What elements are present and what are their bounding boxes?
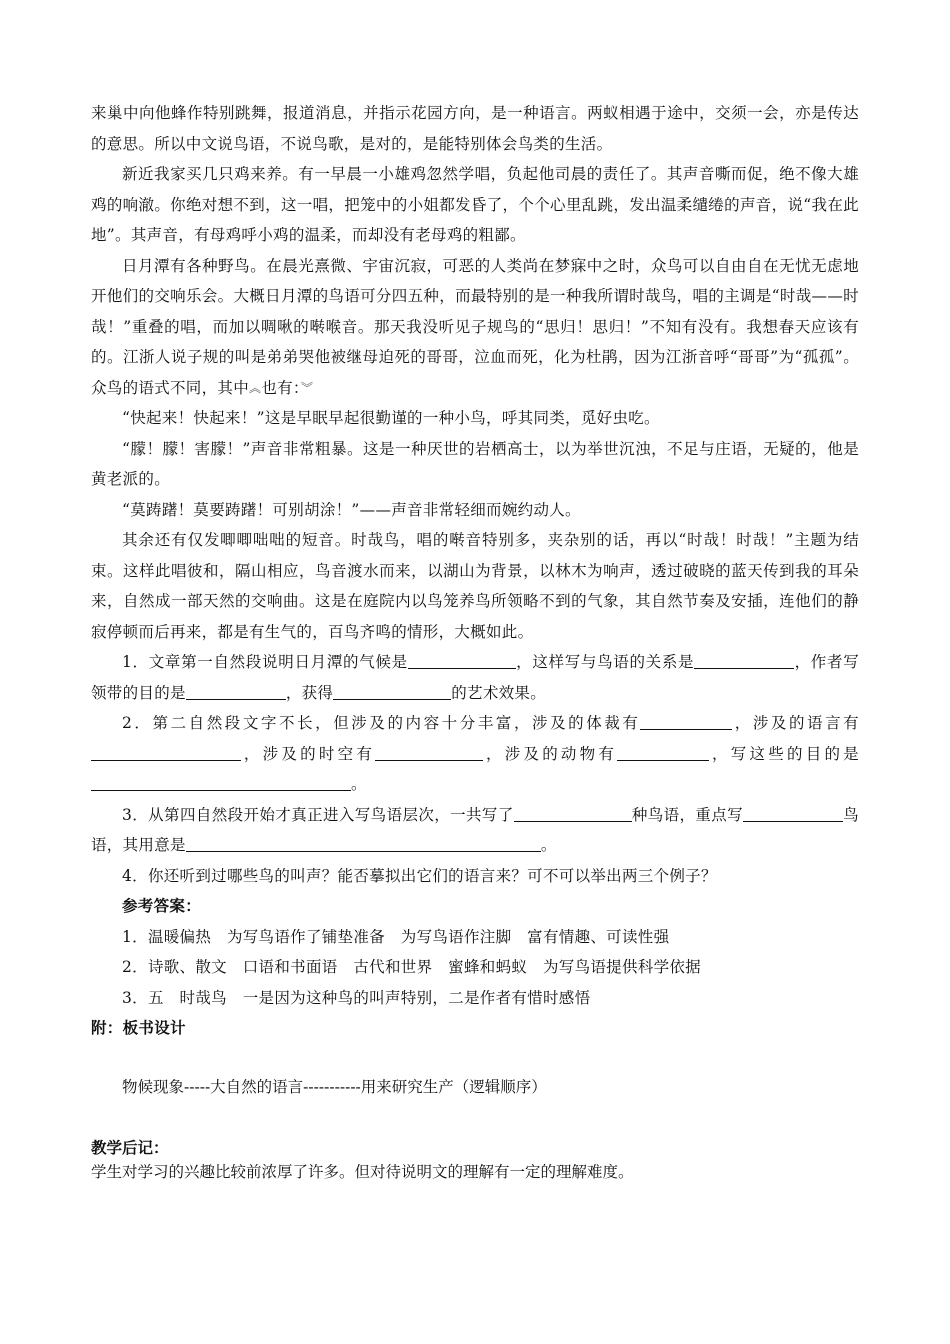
answer-blank (375, 744, 483, 761)
question-3 (91, 800, 859, 861)
answer-1: 1．温暖偏热 为写鸟语作了铺垫准备 为写鸟语作注脚 富有情趣、可读性强 (122, 927, 670, 946)
board-design-heading: 附：板书设计 (91, 1018, 186, 1037)
question-2-text-d: ，涉及的动物有 (483, 744, 618, 763)
answer-blank (694, 652, 794, 669)
answer-blank (640, 713, 732, 730)
answer-blank (186, 835, 541, 852)
question-3-text-c: 鸟语，其用意是 (91, 805, 859, 854)
answer-blank (617, 744, 709, 761)
double-chevron-up-icon: ︽ (249, 380, 262, 395)
answer-blank (91, 744, 241, 761)
paragraph-3-text: 日月潭有各种野鸟。在晨光熹微、宇宙沉寂，可恶的人类尚在梦寐中之时，众鸟可以自由自在无忧无虑地开他们的交响乐会。大概日月潭的鸟语可分四五种，而最特别的是一种我所谓时哉鸟，唱的主调是“时哉——时哉！”重叠的唱，而加以啁啾的啭喉音。那天我没听见子规鸟的“思归！思归！”不知有没有。我想春天应该有的。江浙人说子规的叫是弟弟哭他被继母迫死的哥哥，泣血而死，化为杜鹃，因为江浙音呼“哥哥”为“孤孤”。众鸟的语式不同，其中 (91, 256, 859, 397)
paragraph-7: 其余还有仅发唧唧咄咄的短音。时哉鸟，唱的啭音特别多，夹杂别的话，再以“时哉！时哉！”主题为结束。这样此唱彼和，隔山相应，鸟音渡水而来，以湖山为背景，以林木为响声，透过破晓的蓝天传到我的耳朵来，自然成一部天然的交响曲。这是在庭院内以鸟笼养鸟所领略不到的气象，其自然节奏及安插，连他们的静寂停顿而后再来，都是有生气的，百鸟齐鸣的情形，大概如此。 (91, 531, 859, 641)
answers-heading: 参考答案： (122, 896, 202, 915)
answer-blank (514, 805, 632, 822)
question-1-text-c: ，作者写领带的目的是 (91, 653, 859, 702)
question-1 (91, 647, 859, 708)
question-3-text-d: 。 (540, 836, 557, 854)
question-2-text-a: 2．第二自然段文字不长，但涉及的内容十分丰富，涉及的体裁有 (122, 714, 641, 732)
spacer (91, 1044, 859, 1072)
question-3-text-b: 种鸟语，重点写 (631, 805, 744, 824)
paragraph-3 (91, 251, 859, 404)
paragraph-3-tail: 也有： (261, 378, 301, 397)
question-4: 4．你还听到过哪些鸟的叫声？能否摹拟出它们的语言来？可不可以举出两三个例子？ (122, 866, 717, 885)
question-2-text-f: 。 (351, 775, 367, 793)
answer-blank (743, 805, 843, 822)
answer-3: 3．五 时哉鸟 一是因为这种鸟的叫声特别，二是作者有惜时感悟 (122, 988, 591, 1007)
answer-2: 2．诗歌、散文 口语和书面语 古代和世界 蜜蜂和蚂蚁 为写鸟语提供科学依据 (122, 958, 701, 976)
question-2 (91, 708, 859, 800)
answer-blank (333, 683, 451, 700)
question-1-text-b: ，这样写与鸟语的关系是 (515, 653, 695, 671)
answer-blank (408, 652, 516, 669)
question-1-text-e: 的艺术效果。 (451, 683, 547, 702)
postscript-heading: 教学后记： (91, 1137, 169, 1157)
board-design-line: 物候现象-----大自然的语言-----------用来研究生产（逻辑顺序） (122, 1077, 547, 1096)
question-2-text-e: ，写这些的目的是 (709, 744, 859, 763)
spacer (91, 1102, 859, 1136)
double-chevron-down-icon: ︾ (300, 380, 314, 395)
answer-blank (186, 683, 286, 700)
question-1-text-a: 1．文章第一自然段说明日月潭的气候是 (122, 653, 408, 671)
question-1-text-d: ，获得 (285, 683, 334, 702)
postscript-text: 学生对学习的兴趣比较前浓厚了许多。但对待说明文的理解有一定的理解难度。 (91, 1162, 634, 1181)
paragraph-4: “快起来！快起来！”这是早眠早起很勤谨的一种小鸟，呼其同类，觅好虫吃。 (122, 409, 660, 427)
paragraph-2: 新近我家买几只鸡来养。有一早晨一小雄鸡忽然学唱，负起他司晨的责任了。其声音嘶而促，绝不像大雄鸡的响澈。你绝对想不到，这一唱，把笼中的小姐都发昏了，个个心里乱跳，发出温柔缱绻的声音，说“我在此地”。其声音，有母鸡呼小鸡的温柔，而却没有老母鸡的粗鄙。 (91, 165, 859, 244)
document-page (91, 98, 859, 1184)
paragraph-6: “莫踌躇！莫要踌躇！可别胡涂！”——声音非常轻细而婉约动人。 (122, 500, 581, 519)
paragraph-5: “朦！朦！害朦！”声音非常粗暴。这是一种厌世的岩栖高士，以为举世沉浊，不足与庄语，无疑的，他是黄老派的。 (91, 439, 859, 488)
question-2-text-b: ，涉及的语言有 (732, 714, 859, 732)
answer-blank (91, 774, 351, 791)
question-3-text-a: 3．从第四自然段开始才真正进入写鸟语层次，一共写了 (122, 805, 514, 824)
question-2-text-c: ，涉及的时空有 (241, 744, 376, 763)
paragraph-1: 来巢中向他蜂作特别跳舞，报道消息，并指示花园方向，是一种语言。两蚁相遇于途中，交须一会，亦是传达的意思。所以中文说鸟语，不说鸟歌，是对的，是能特别体会鸟类的生活。 (91, 104, 859, 153)
